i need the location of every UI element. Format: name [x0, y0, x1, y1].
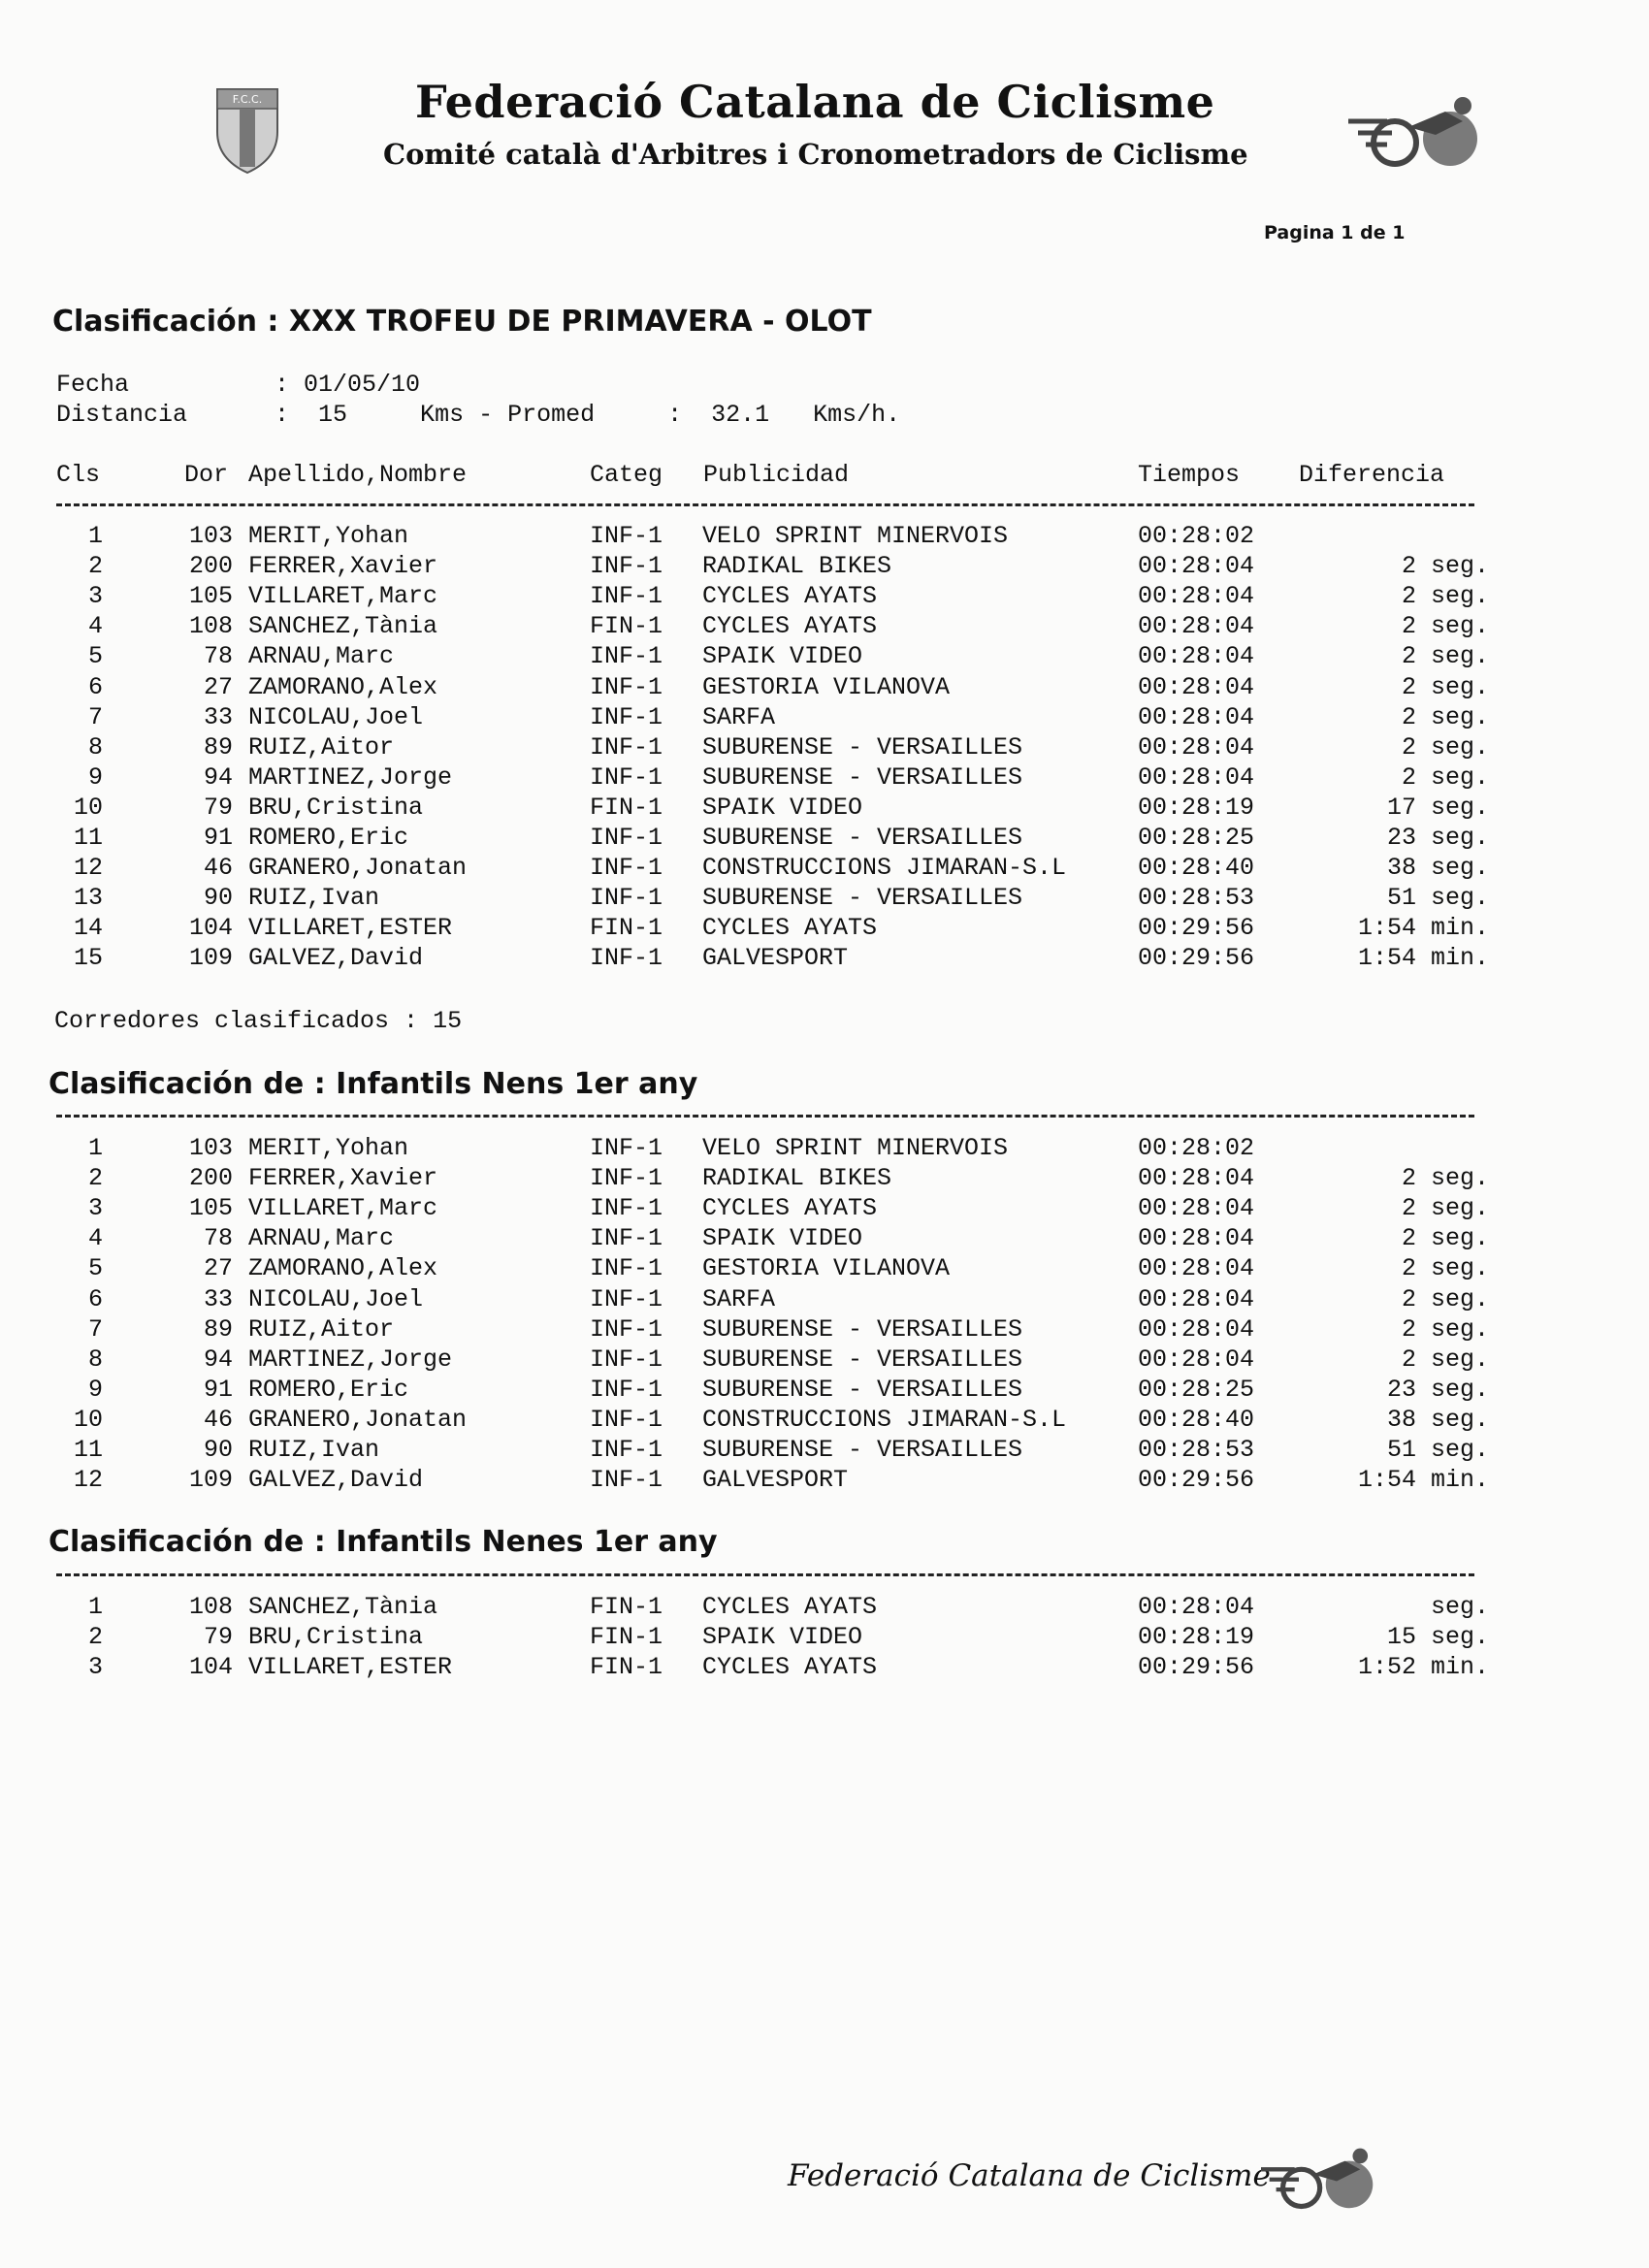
rider-name: RUIZ,Ivan	[248, 1436, 380, 1464]
time: 00:28:02	[1138, 522, 1255, 550]
dorsal: 103	[188, 522, 233, 550]
rider-name: ZAMORANO,Alex	[248, 1254, 438, 1283]
sponsor: SUBURENSE - VERSAILLES	[702, 884, 1023, 913]
sponsor: SUBURENSE - VERSAILLES	[702, 1436, 1023, 1464]
time: 00:28:40	[1138, 1405, 1255, 1434]
difference: 2 seg.	[1401, 642, 1489, 671]
rider-name: ZAMORANO,Alex	[248, 672, 438, 701]
difference: 23 seg.	[1386, 1375, 1489, 1404]
time: 00:28:25	[1138, 1375, 1255, 1404]
cls: 7	[87, 702, 103, 731]
rider-name: RUIZ,Ivan	[248, 884, 380, 913]
rider-name: BRU,Cristina	[248, 793, 424, 822]
category: INF-1	[590, 1224, 663, 1253]
divider	[56, 1115, 1474, 1118]
category: INF-1	[590, 1375, 663, 1404]
rider-name: VILLARET,ESTER	[248, 914, 453, 943]
difference: 2 seg.	[1401, 1254, 1489, 1283]
sponsor: CYCLES AYATS	[702, 582, 878, 611]
rider-name: BRU,Cristina	[248, 1623, 424, 1652]
time: 00:29:56	[1138, 944, 1255, 973]
time: 00:28:04	[1138, 1314, 1255, 1344]
difference: 2 seg.	[1401, 702, 1489, 731]
difference: 38 seg.	[1386, 1405, 1489, 1434]
difference: 15 seg.	[1386, 1623, 1489, 1652]
rider-name: NICOLAU,Joel	[248, 702, 424, 731]
difference: 51 seg.	[1386, 884, 1489, 913]
category: INF-1	[590, 642, 663, 671]
cls: 11	[73, 824, 103, 852]
cls: 4	[87, 612, 103, 641]
difference: 2 seg.	[1401, 762, 1489, 792]
cls: 8	[87, 732, 103, 761]
cls: 12	[73, 1466, 103, 1495]
cls: 3	[87, 1194, 103, 1223]
rider-name: ROMERO,Eric	[248, 1375, 409, 1404]
time: 00:28:04	[1138, 1164, 1255, 1193]
dorsal: 27	[203, 672, 233, 701]
sponsor: CYCLES AYATS	[702, 612, 878, 641]
difference: 2 seg.	[1401, 1314, 1489, 1344]
sponsor: RADIKAL BIKES	[702, 1164, 892, 1193]
sponsor: GESTORIA VILANOVA	[702, 672, 951, 701]
sponsor: SUBURENSE - VERSAILLES	[702, 1314, 1023, 1344]
difference: 2 seg.	[1401, 672, 1489, 701]
cls: 8	[87, 1345, 103, 1374]
category: INF-1	[590, 1345, 663, 1374]
dorsal: 78	[203, 1224, 233, 1253]
difference: 2 seg.	[1401, 582, 1489, 611]
category: INF-1	[590, 672, 663, 701]
dorsal: 108	[188, 612, 233, 641]
category: INF-1	[590, 732, 663, 761]
cls: 5	[87, 642, 103, 671]
time: 00:28:04	[1138, 552, 1255, 581]
rider-name: RUIZ,Aitor	[248, 1314, 395, 1344]
sponsor: CYCLES AYATS	[702, 1653, 878, 1682]
category: INF-1	[590, 1436, 663, 1464]
cls: 10	[73, 793, 103, 822]
sponsor: SPAIK VIDEO	[702, 793, 863, 822]
difference: 2 seg.	[1401, 1284, 1489, 1313]
time: 00:28:04	[1138, 642, 1255, 671]
dorsal: 27	[203, 1254, 233, 1283]
category: INF-1	[590, 762, 663, 792]
dorsal: 109	[188, 1466, 233, 1495]
difference: 1:54 min.	[1357, 914, 1489, 943]
difference: 17 seg.	[1386, 793, 1489, 822]
dorsal: 90	[203, 1436, 233, 1464]
sponsor: CYCLES AYATS	[702, 914, 878, 943]
dorsal: 105	[188, 1194, 233, 1223]
dorsal: 33	[203, 702, 233, 731]
cls: 3	[87, 582, 103, 611]
time: 00:28:04	[1138, 762, 1255, 792]
sponsor: SPAIK VIDEO	[702, 1224, 863, 1253]
difference: 51 seg.	[1386, 1436, 1489, 1464]
category: INF-1	[590, 1164, 663, 1193]
cls: 2	[87, 1164, 103, 1193]
time: 00:28:53	[1138, 1436, 1255, 1464]
distancia-line: Distancia : 15 Kms - Promed : 32.1 Kms/h.	[56, 401, 901, 429]
time: 00:29:56	[1138, 1653, 1255, 1682]
cls: 9	[87, 1375, 103, 1404]
dorsal: 33	[203, 1284, 233, 1313]
sponsor: RADIKAL BIKES	[702, 552, 892, 581]
difference: 2 seg.	[1401, 1345, 1489, 1374]
cls: 4	[87, 1224, 103, 1253]
category: INF-1	[590, 824, 663, 852]
rider-name: SANCHEZ,Tània	[248, 612, 438, 641]
time: 00:28:53	[1138, 884, 1255, 913]
dorsal: 91	[203, 824, 233, 852]
category: INF-1	[590, 552, 663, 581]
category: INF-1	[590, 582, 663, 611]
rider-name: VILLARET,Marc	[248, 582, 438, 611]
time: 00:28:04	[1138, 1284, 1255, 1313]
time: 00:28:04	[1138, 1254, 1255, 1283]
rider-name: VILLARET,Marc	[248, 1194, 438, 1223]
divider	[56, 503, 1474, 506]
category: INF-1	[590, 1194, 663, 1223]
time: 00:28:40	[1138, 854, 1255, 883]
dorsal: 200	[188, 1164, 233, 1193]
rider-name: NICOLAU,Joel	[248, 1284, 424, 1313]
org-name: Federació Catalana de Ciclisme	[415, 76, 1215, 128]
category: INF-1	[590, 1284, 663, 1313]
sponsor: SPAIK VIDEO	[702, 1623, 863, 1652]
dorsal: 46	[203, 1405, 233, 1434]
category: INF-1	[590, 854, 663, 883]
cls: 1	[87, 1593, 103, 1621]
sponsor: VELO SPRINT MINERVOIS	[702, 1134, 1009, 1162]
sponsor: SPAIK VIDEO	[702, 642, 863, 671]
dorsal: 109	[188, 944, 233, 973]
sponsor: GALVESPORT	[702, 1466, 849, 1495]
category: INF-1	[590, 1254, 663, 1283]
sponsor: GALVESPORT	[702, 944, 849, 973]
sponsor: SUBURENSE - VERSAILLES	[702, 1345, 1023, 1374]
dorsal: 104	[188, 914, 233, 943]
sponsor: SUBURENSE - VERSAILLES	[702, 762, 1023, 792]
cls: 12	[73, 854, 103, 883]
column-header-row	[0, 460, 1445, 490]
cls: 1	[87, 1134, 103, 1162]
dorsal: 91	[203, 1375, 233, 1404]
category: FIN-1	[590, 914, 663, 943]
sponsor: CONSTRUCCIONS JIMARAN-S.L	[702, 1405, 1067, 1434]
cls: 10	[73, 1405, 103, 1434]
rider-name: FERRER,Xavier	[248, 552, 438, 581]
difference: 2 seg.	[1401, 1164, 1489, 1193]
difference: 1:54 min.	[1357, 1466, 1489, 1495]
dorsal: 104	[188, 1653, 233, 1682]
time: 00:28:04	[1138, 732, 1255, 761]
time: 00:29:56	[1138, 914, 1255, 943]
rider-name: ROMERO,Eric	[248, 824, 409, 852]
time: 00:28:19	[1138, 1623, 1255, 1652]
time: 00:28:04	[1138, 702, 1255, 731]
fecha-line: Fecha : 01/05/10	[56, 371, 421, 399]
cls: 9	[87, 762, 103, 792]
time: 00:28:04	[1138, 672, 1255, 701]
category: INF-1	[590, 944, 663, 973]
dorsal: 200	[188, 552, 233, 581]
col-cls: Cls	[56, 461, 101, 489]
category: FIN-1	[590, 793, 663, 822]
cls: 2	[87, 552, 103, 581]
col-tiempos: Tiempos	[1138, 461, 1241, 489]
time: 00:28:19	[1138, 793, 1255, 822]
col-diferencia: Diferencia	[1299, 461, 1445, 489]
org-subtitle: Comité català d'Arbitres i Cronometradors de Ciclisme	[383, 138, 1248, 171]
sponsor: GESTORIA VILANOVA	[702, 1254, 951, 1283]
dorsal: 89	[203, 732, 233, 761]
category: FIN-1	[590, 612, 663, 641]
category: FIN-1	[590, 1593, 663, 1621]
time: 00:28:25	[1138, 824, 1255, 852]
rider-name: ARNAU,Marc	[248, 642, 395, 671]
category: INF-1	[590, 1466, 663, 1495]
divider	[56, 1573, 1474, 1576]
rider-name: VILLARET,ESTER	[248, 1653, 453, 1682]
category: INF-1	[590, 1134, 663, 1162]
sponsor: VELO SPRINT MINERVOIS	[702, 522, 1009, 550]
cyclist-icon	[1261, 2144, 1387, 2212]
rider-name: GALVEZ,David	[248, 1466, 424, 1495]
category: INF-1	[590, 702, 663, 731]
col-categ: Categ	[590, 461, 663, 489]
time: 00:28:04	[1138, 582, 1255, 611]
dorsal: 46	[203, 854, 233, 883]
sponsor: SUBURENSE - VERSAILLES	[702, 732, 1023, 761]
category: INF-1	[590, 522, 663, 550]
time: 00:28:04	[1138, 1593, 1255, 1621]
dorsal: 79	[203, 1623, 233, 1652]
sponsor: SARFA	[702, 702, 776, 731]
cls: 15	[73, 944, 103, 973]
rider-name: GRANERO,Jonatan	[248, 1405, 468, 1434]
difference: 2 seg.	[1401, 732, 1489, 761]
cyclist-icon	[1348, 92, 1494, 170]
sponsor: CYCLES AYATS	[702, 1194, 878, 1223]
dorsal: 78	[203, 642, 233, 671]
category: INF-1	[590, 884, 663, 913]
dorsal: 79	[203, 793, 233, 822]
category-title-boys: Clasificación de : Infantils Nens 1er any	[48, 1067, 698, 1101]
difference: 38 seg.	[1386, 854, 1489, 883]
cls: 3	[87, 1653, 103, 1682]
dorsal: 89	[203, 1314, 233, 1344]
sponsor: CONSTRUCCIONS JIMARAN-S.L	[702, 854, 1067, 883]
rider-name: MERIT,Yohan	[248, 1134, 409, 1162]
footer-signature: Federació Catalana de Ciclisme	[788, 2158, 1271, 2193]
col-name: Apellido,Nombre	[248, 461, 468, 489]
time: 00:29:56	[1138, 1466, 1255, 1495]
difference: 1:54 min.	[1357, 944, 1489, 973]
category: FIN-1	[590, 1653, 663, 1682]
sponsor: SUBURENSE - VERSAILLES	[702, 1375, 1023, 1404]
shield-text: F.C.C.	[232, 93, 263, 106]
dorsal: 108	[188, 1593, 233, 1621]
rider-name: GALVEZ,David	[248, 944, 424, 973]
cls: 2	[87, 1623, 103, 1652]
difference: 1:52 min.	[1357, 1653, 1489, 1682]
col-publicidad: Publicidad	[703, 461, 850, 489]
category: INF-1	[590, 1314, 663, 1344]
cls: 6	[87, 1284, 103, 1313]
page-number: Pagina 1 de 1	[1264, 222, 1406, 243]
dorsal: 103	[188, 1134, 233, 1162]
difference: seg.	[1430, 1593, 1489, 1621]
dorsal: 90	[203, 884, 233, 913]
cls: 13	[73, 884, 103, 913]
time: 00:28:04	[1138, 1345, 1255, 1374]
cls: 6	[87, 672, 103, 701]
rider-name: MARTINEZ,Jorge	[248, 762, 453, 792]
dorsal: 105	[188, 582, 233, 611]
sponsor: SUBURENSE - VERSAILLES	[702, 824, 1023, 852]
difference: 2 seg.	[1401, 1224, 1489, 1253]
fcc-shield-logo	[213, 85, 281, 175]
time: 00:28:04	[1138, 612, 1255, 641]
rider-name: MARTINEZ,Jorge	[248, 1345, 453, 1374]
time: 00:28:04	[1138, 1224, 1255, 1253]
cls: 5	[87, 1254, 103, 1283]
col-dor: Dor	[184, 461, 229, 489]
category-title-girls: Clasificación de : Infantils Nenes 1er any	[48, 1525, 718, 1559]
rider-name: MERIT,Yohan	[248, 522, 409, 550]
category: INF-1	[590, 1405, 663, 1434]
sponsor: CYCLES AYATS	[702, 1593, 878, 1621]
dorsal: 94	[203, 1345, 233, 1374]
time: 00:28:02	[1138, 1134, 1255, 1162]
difference: 2 seg.	[1401, 612, 1489, 641]
category: FIN-1	[590, 1623, 663, 1652]
rider-name: RUIZ,Aitor	[248, 732, 395, 761]
difference: 2 seg.	[1401, 1194, 1489, 1223]
rider-name: FERRER,Xavier	[248, 1164, 438, 1193]
cls: 11	[73, 1436, 103, 1464]
sponsor: SARFA	[702, 1284, 776, 1313]
classified-count: Corredores clasificados : 15	[54, 1007, 463, 1035]
cls: 14	[73, 914, 103, 943]
cls: 1	[87, 522, 103, 550]
difference: 23 seg.	[1386, 824, 1489, 852]
cls: 7	[87, 1314, 103, 1344]
race-title: Clasificación : XXX TROFEU DE PRIMAVERA - OLOT	[52, 305, 872, 339]
rider-name: GRANERO,Jonatan	[248, 854, 468, 883]
time: 00:28:04	[1138, 1194, 1255, 1223]
difference: 2 seg.	[1401, 552, 1489, 581]
dorsal: 94	[203, 762, 233, 792]
rider-name: ARNAU,Marc	[248, 1224, 395, 1253]
rider-name: SANCHEZ,Tània	[248, 1593, 438, 1621]
